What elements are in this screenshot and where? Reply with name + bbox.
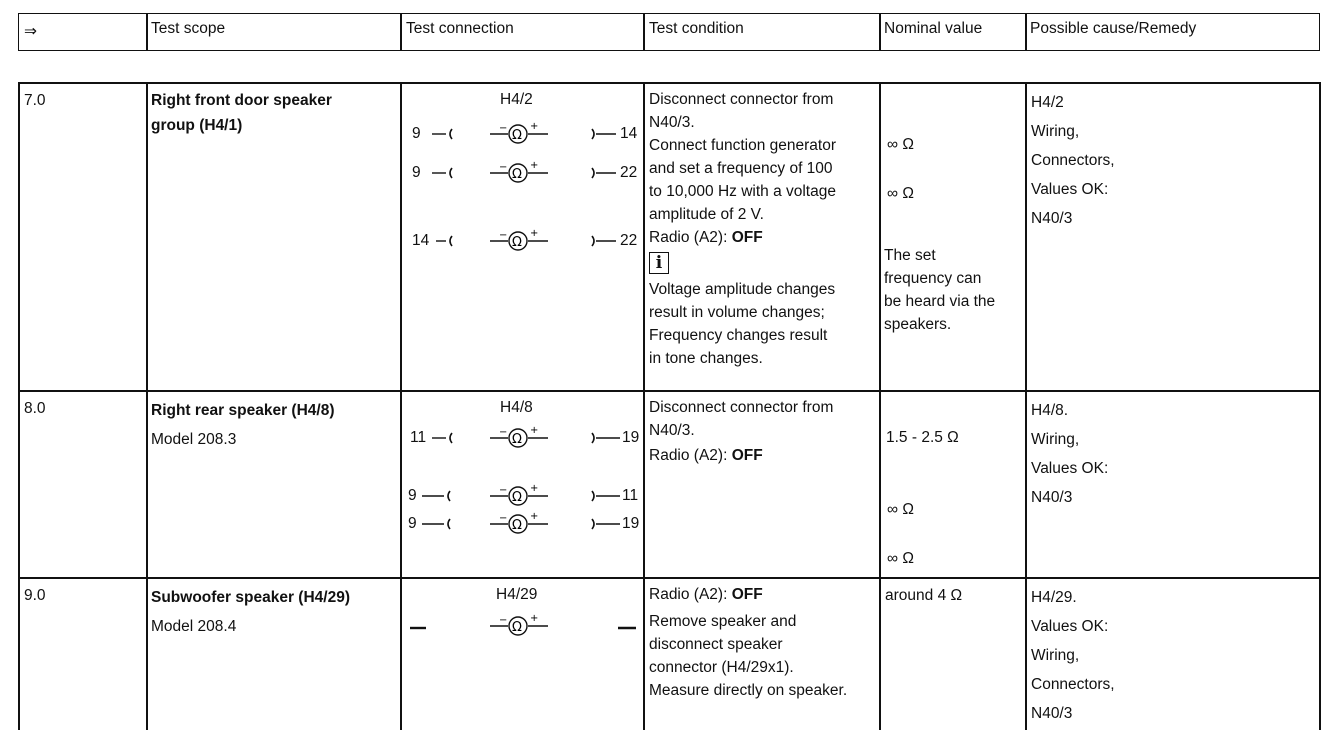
svg-text:−: − <box>499 230 508 241</box>
svg-text:+: + <box>530 511 539 522</box>
nominal-value: ∞ Ω <box>887 501 914 518</box>
ohmmeter-icon <box>408 512 648 536</box>
test-condition: Radio (A2): OFF Remove speaker and disconnect speaker connector (H4/29x1). Measure directly on speaker. <box>649 586 848 699</box>
possible-cause: H4/2 Wiring, Connectors, Values OK: N40/3 <box>1031 94 1115 227</box>
nominal-value: 1.5 - 2.5 Ω <box>886 429 959 446</box>
svg-text:Ω: Ω <box>512 490 522 505</box>
ohmmeter-icon <box>412 122 652 146</box>
scope-title: Right front door speaker group (H4/1) <box>151 92 332 134</box>
svg-text:+: + <box>530 160 539 171</box>
ohmmeter-icon <box>408 484 648 508</box>
header-arrow: ⇒ <box>24 23 37 40</box>
nominal-value: ∞ Ω <box>887 550 914 567</box>
ohmmeter-icon <box>412 229 652 253</box>
step-number: 9.0 <box>24 587 46 604</box>
connector-label: H4/29 <box>496 586 538 603</box>
svg-text:Ω: Ω <box>512 432 522 447</box>
svg-text:+: + <box>530 483 539 494</box>
svg-text:+: + <box>530 613 539 624</box>
nominal-note: The set frequency can be heard via the speakers. <box>884 247 996 333</box>
connector-label: H4/8 <box>500 399 533 416</box>
nominal-value: ∞ Ω <box>887 185 914 202</box>
svg-text:−: − <box>499 162 508 173</box>
svg-text:+: + <box>530 228 539 239</box>
svg-text:−: − <box>499 513 508 524</box>
info-icon: i <box>649 252 669 274</box>
step-number: 8.0 <box>24 400 46 417</box>
svg-text:−: − <box>499 615 508 626</box>
scope-title: Right rear speaker (H4/8) Model 208.3 <box>151 402 335 448</box>
nominal-value: around 4 Ω <box>885 587 963 604</box>
ohmmeter-icon <box>406 614 642 638</box>
svg-text:+: + <box>530 121 539 132</box>
test-condition: Disconnect connector from N40/3. Radio (A2): OFF <box>649 399 834 464</box>
header-possible-cause: Possible cause/Remedy <box>1030 20 1197 37</box>
header-test-scope: Test scope <box>151 20 226 37</box>
svg-text:Ω: Ω <box>512 167 522 182</box>
scope-title: Subwoofer speaker (H4/29) Model 208.4 <box>151 589 350 635</box>
connector-label: H4/2 <box>500 91 533 108</box>
ohmmeter-icon <box>410 426 650 450</box>
svg-text:Ω: Ω <box>512 235 522 250</box>
header-nominal-value: Nominal value <box>884 20 983 37</box>
header-test-condition: Test condition <box>649 20 744 37</box>
svg-text:Ω: Ω <box>512 620 522 635</box>
ohmmeter-icon <box>412 161 652 185</box>
test-condition: Disconnect connector from N40/3. Connect function generator and set a frequency of 100 to 10,000 Hz with a voltage amplitude of 2 V. Radio (A2): OFF i Voltage amplitude changes result in volume changes; Frequency changes result in tone changes. <box>649 91 836 367</box>
possible-cause: H4/29. Values OK: Wiring, Connectors, N40/3 <box>1031 589 1115 722</box>
svg-text:+: + <box>530 425 539 436</box>
header-test-connection: Test connection <box>406 20 514 37</box>
svg-text:−: − <box>499 123 508 134</box>
svg-text:−: − <box>499 485 508 496</box>
svg-text:−: − <box>499 427 508 438</box>
svg-text:Ω: Ω <box>512 128 522 143</box>
svg-text:Ω: Ω <box>512 518 522 533</box>
possible-cause: H4/8. Wiring, Values OK: N40/3 <box>1031 402 1109 506</box>
nominal-value: ∞ Ω <box>887 136 914 153</box>
step-number: 7.0 <box>24 92 46 109</box>
